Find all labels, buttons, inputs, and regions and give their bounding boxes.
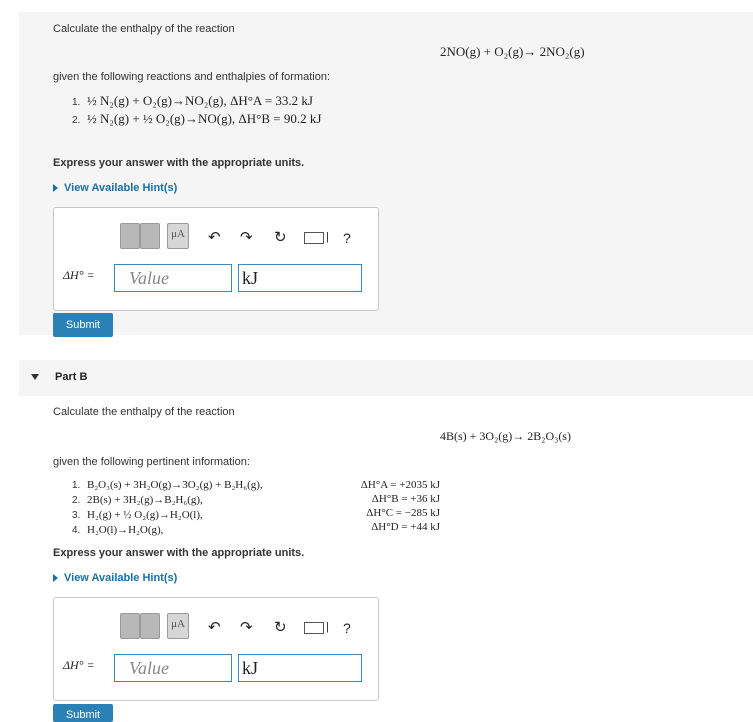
redo-icon[interactable]: ↷ [240,229,253,246]
unit-input[interactable]: kJ [238,654,362,682]
part-a-submit-button[interactable]: Submit [53,313,113,337]
unit-input[interactable]: kJ [238,264,362,292]
enthalpy-d: ΔH°D = +44 kJ [371,521,440,533]
undo-icon[interactable]: ↶ [208,229,221,246]
reset-icon[interactable]: ↻ [274,229,287,246]
value-input[interactable]: Value [114,264,232,292]
caret-right-icon [53,184,58,192]
part-b-hint-link[interactable]: View Available Hint(s) [53,572,177,584]
part-b-submit-button[interactable]: Submit [53,704,113,722]
caret-right-icon [53,574,58,582]
part-a-reaction: 2NO(g) + O₂(g)→ 2NO₂(g) [440,44,585,59]
enthalpy-a: ΔH°A = +2035 kJ [360,479,440,491]
part-b-answer-panel [53,597,379,701]
templates-button-2[interactable] [140,223,160,249]
list-item: 1. B₂O₃(s) + 3H₂O(g)→3O₂(g) + B₂H₆(g), [72,479,263,491]
part-a-given: given the following reactions and enthalpies of formation: [53,71,331,83]
part-a-reaction-list [72,93,321,129]
keyboard-icon[interactable] [304,232,324,244]
units-button[interactable]: μA [167,223,189,249]
caret-down-icon[interactable] [31,374,39,380]
part-b-enthalpies [330,478,440,534]
part-b-header[interactable] [19,360,753,396]
toolbar-separator: | [326,621,329,633]
list-item: 2. 2B(s) + 3H₂(g)→B₂H₆(g), [72,494,203,506]
delta-h-label: ΔH° = [63,658,95,672]
part-a-answer-panel [53,207,379,311]
reset-icon[interactable]: ↻ [274,619,287,636]
templates-button[interactable] [120,613,140,639]
value-input[interactable]: Value [114,654,232,682]
help-icon[interactable]: ? [343,230,351,246]
toolbar-separator: | [326,231,329,243]
part-b-reaction: 4B(s) + 3O₂(g)→ 2B₂O₃(s) [440,429,571,443]
enthalpy-b: ΔH°B = +36 kJ [371,493,440,505]
list-item: 4. H₂O(l)→H₂O(g), [72,524,164,536]
undo-icon[interactable]: ↶ [208,619,221,636]
redo-icon[interactable]: ↷ [240,619,253,636]
units-button[interactable]: μA [167,613,189,639]
part-b-reaction-list [72,478,263,538]
part-a-hint-link[interactable]: View Available Hint(s) [53,182,177,194]
part-a-prompt: Calculate the enthalpy of the reaction [53,23,235,35]
part-b-given: given the following pertinent information: [53,456,250,468]
delta-h-label: ΔH° = [63,268,95,282]
keyboard-icon[interactable] [304,622,324,634]
part-b-instruction: Express your answer with the appropriate units. [53,547,305,559]
part-b-prompt: Calculate the enthalpy of the reaction [53,406,235,418]
part-a-instruction: Express your answer with the appropriate units. [53,157,305,169]
help-icon[interactable]: ? [343,620,351,636]
list-item: 2. ½ N₂(g) + ½ O₂(g)→NO(g), ΔH°B = 90.2 kJ [72,111,322,126]
enthalpy-c: ΔH°C = −285 kJ [366,507,440,519]
templates-button-2[interactable] [140,613,160,639]
part-b-title[interactable]: Part B [55,371,88,383]
list-item: 1. ½ N₂(g) + O₂(g)→NO₂(g), ΔH°A = 33.2 kJ [72,93,313,108]
list-item: 3. H₂(g) + ½ O₂(g)→H₂O(l), [72,509,203,521]
templates-button[interactable] [120,223,140,249]
